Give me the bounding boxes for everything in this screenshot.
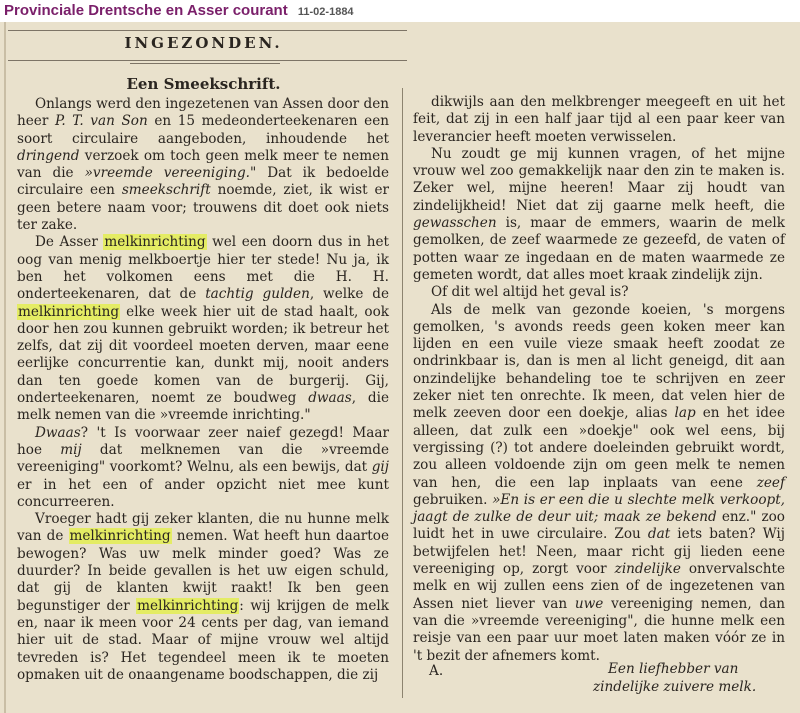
italic-text: smeekschrift: [121, 182, 211, 199]
article-paragraph: [17, 425, 389, 511]
text-run: Als de melk van gezonde koeien, 's morgens gemolken, 's avonds reeds geen koken meer kan lijden en een vuile vieze smaak heeft zoodat ze ondrinkbaar is, dan is men al licht geneigd, dit aan onzindelijke behandeling toe te schrijven en zeer zeker niet ten onrechte. Ik meen, dat velen hier de melk zeeven door een doekje, alias: [413, 301, 785, 422]
italic-text: »En is er een die u slechte melk verkoopt, jaagt de zulke de deur uit; maak ze bekend: [413, 491, 786, 526]
text-run: en 15 medeonderteekenaren een soort circulaire aangeboden, inhoudende het: [17, 113, 389, 147]
italic-text: P. T. van Son: [54, 113, 148, 130]
viewer-header-bar: [0, 0, 800, 22]
text-run: is, maar de emmers, waarin de melk gemolken, de zeef waarmede ze gezeefd, de vaten of potten waar ze ingedaan en de maten waarmede ze gemeten wordt, dat alles moet kraak zindelijk zijn.: [413, 215, 785, 283]
search-highlight: melkinrichting: [104, 234, 206, 251]
publication-date: 11-02-1884: [297, 6, 354, 18]
text-run: , welke de: [309, 286, 389, 303]
text-run: De Asser: [35, 234, 104, 251]
italic-text: dat: [647, 526, 671, 543]
text-run: " Dat ik bedoelde circulaire een: [17, 165, 389, 199]
text-run: elke week hier uit de stad haalt, ook door hen zou kunnen gebruikt worden; ik betreur het zelfs, dat zij dit voordeel moeten derven, maar eene eerlijke concurrentie kan, dunkt mij, nooit anders dan ten goede komen van de burgerij. Gij, onderteekenaren, noemt ze boudweg: [17, 303, 389, 407]
article-column-left: [17, 96, 389, 684]
italic-text: lap: [674, 405, 696, 422]
search-highlight: melkinrichting: [137, 597, 239, 614]
section-rule: [8, 60, 407, 61]
text-run: onvervalschte melk en wij zullen eens zien of de ingezetenen van Assen niet liever van: [413, 561, 786, 612]
article-paragraph: [413, 94, 785, 146]
top-rule: [8, 30, 407, 31]
text-run: Vroeger hadt gij zeker klanten, die nu hunne melk van de: [17, 511, 389, 545]
newspaper-name: Provinciale Drentsche en Asser courant: [4, 2, 288, 19]
text-run: wel een doorn dus in het oog van menig melkboertje hier ter stede! Nu ja, ik ben het volkomen eens met die H. H. onderteekenaren, dat de: [17, 234, 389, 303]
italic-text: zeef: [756, 474, 785, 491]
text-run: vereeniging nemen, dan van die »vreemde vereeniging", die hunne melk een reisje van een paar uur moet laten maken vóór ze in 't bezit der afnemers komt.: [413, 595, 785, 664]
signature-line-2: zindelijke zuivere melk.: [593, 679, 757, 695]
column-divider: [402, 88, 403, 698]
text-run: dikwijls aan den melkbrenger meegeeft en uit het feit, dat zij in een half jaar tijd al een paar keer van leverancier heeft moeten verwisselen.: [413, 94, 785, 145]
article-paragraph: [17, 511, 389, 684]
italic-text: gij: [371, 459, 389, 476]
text-run: Of dit wel altijd het geval is?: [431, 284, 629, 301]
text-run: noemde, ziet, ik wist er geen betere naam voor; trouwens dit doet ook niets ter zake.: [17, 182, 389, 234]
newspaper-title: [4, 2, 354, 19]
italic-text: mij: [60, 441, 82, 458]
article-paragraph: [17, 96, 389, 234]
italic-text: »vreemde vereeniging.: [84, 165, 251, 182]
text-run: dat melknemen van die »vreemde vereeniging" voorkomt? Welnu, als een bewijs, dat: [17, 441, 389, 476]
signature-line-1: Een liefhebber van: [608, 661, 739, 677]
text-run: , die melk nemen van die »vreemde inrichting.": [17, 390, 389, 424]
italic-text: uwe: [574, 595, 604, 612]
italic-text: Dwaas: [35, 424, 81, 441]
text-run: enz." zoo luidt het in uwe circulaire. Zou: [413, 509, 785, 543]
article-column-right: [413, 94, 785, 665]
section-heading: INGEZONDEN.: [124, 34, 283, 52]
text-run: Nu zoudt ge mij kunnen vragen, of het mijne vrouw wel zoo gemakkelijk naar den zin te maken is. Zeker wel, mijne heeren! Maar zij houdt van zindelijkheid! Niet dat zij gaarne melk heeft, die: [413, 145, 785, 214]
search-highlight: melkinrichting: [18, 303, 120, 320]
article-title: Een Smeekschrift.: [126, 75, 281, 93]
text-run: verzoek om toch geen melk meer te nemen van die: [17, 147, 389, 182]
text-run: : wij krijgen de melk en, naar ik meen voor 24 cents per dag, van iemand hier uit de stad. Maar of mijne vrouw wel altijd tevreden is? Het tegendeel meen ik te moeten opmaken uit de onaangename boodschappen, die zij: [17, 597, 389, 683]
article-paragraph: [413, 284, 785, 301]
italic-text: dringend: [17, 147, 80, 164]
text-run: er in het een of ander opzicht niet mee kunt concurreeren.: [17, 476, 389, 510]
italic-text: tachtig gulden: [205, 286, 310, 303]
text-run: iets baten? Wij betwijfelen het! Neen, maar richt gij lieden eene vereeniging op, zorgt voor: [413, 526, 785, 578]
text-run: ? 't Is voorwaar zeer naief gezegd! Maar hoe: [17, 424, 389, 458]
signature-initial: A.: [429, 663, 444, 679]
italic-text: zindelijke: [614, 561, 681, 578]
text-run: nemen. Wat heeft hun daartoe bewogen? Was uw melk minder goed? Was ze duurder? In beide gevallen is het uw eigen schuld, dat gij de klanten kwijt raakt! Ik ben geen begunstiger der: [17, 528, 389, 614]
italic-text: dwaas: [308, 390, 352, 407]
article-paragraph: [413, 302, 785, 665]
page-edge: [4, 22, 6, 713]
italic-text: gewasschen: [413, 215, 497, 232]
section-rule-short: [130, 63, 280, 64]
article-paragraph: [413, 146, 785, 284]
newspaper-clipping: [0, 22, 800, 713]
article-paragraph: [17, 234, 389, 424]
search-highlight: melkinrichting: [69, 528, 171, 545]
text-run: en het idee alleen, dat zulk een »doekje" ook wel eens, bij vergissing (?) tot andere doeleinden gebruikt wordt, zou alleen voldoende zijn om geen melk te nemen van hen, die een lap inplaats van eene: [413, 405, 786, 491]
text-run: gebruiken.: [413, 491, 493, 508]
text-run: Onlangs werd den ingezetenen van Assen door den heer: [17, 96, 389, 130]
